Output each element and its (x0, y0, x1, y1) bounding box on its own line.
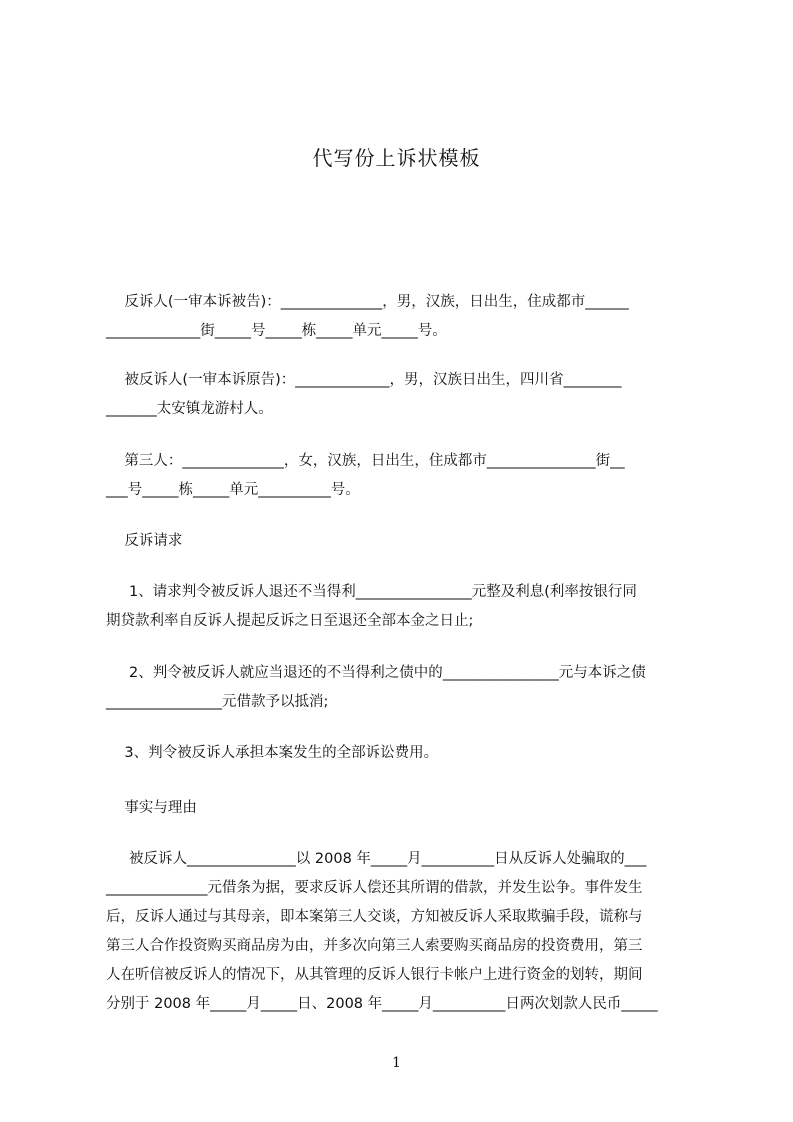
text-line: ________________元借款予以抵消; (106, 694, 329, 710)
paragraph-counter-defendant (106, 366, 706, 424)
text-line: ______________元借条为据，要求反诉人偿还其所谓的借款，并发生讼争。事件发生 (106, 880, 643, 896)
text-line: 被反诉人(一审本诉原告)：_____________，男，汉族日出生，四川省________ (106, 372, 622, 388)
text-line: 后，反诉人通过与其母亲，即本案第三人交谈，方知被反诉人采取欺骗手段，谎称与 (106, 909, 643, 925)
text-line: 第三人：______________，女，汉族，日出生，住成都市_______________街__ (106, 453, 625, 469)
text-line: 人在听信被反诉人的情况下，从其管理的反诉人银行卡帐户上进行资金的划转，期间 (106, 967, 643, 983)
text-line: 期贷款利率自反诉人提起反诉之日至退还全部本金之日止; (106, 613, 474, 629)
document-title: 代写份上诉状模板 (312, 146, 481, 170)
text-line: 分别于 2008 年_____月_____日、2008 年_____月__________日两次划款人民币_____ (106, 996, 658, 1012)
text-line: 反诉请求 (106, 533, 183, 549)
paragraph-claim-2 (106, 659, 706, 717)
text-line: 1、请求判令被反诉人退还不当得利________________元整及利息(利率按银行同 (106, 584, 637, 600)
text-line: 被反诉人_______________以 2008 年_____月__________日从反诉人处骗取的___ (106, 851, 647, 867)
text-line: 3、判令被反诉人承担本案发生的全部诉讼费用。 (106, 745, 439, 761)
text-line: 反诉人(一审本诉被告)：______________，男，汉族，日出生，住成都市______ (106, 294, 629, 310)
text-line: 第三人合作投资购买商品房为由，并多次向第三人索要购买商品房的投资费用，第三 (106, 938, 643, 954)
page-number: 1 (392, 1055, 401, 1071)
section-heading-facts (106, 794, 706, 823)
text-line: _______太安镇龙游村人。 (106, 401, 273, 417)
text-line: 事实与理由 (106, 800, 197, 816)
text-line: _____________街_____号_____栋_____单元_____号。 (106, 323, 447, 339)
paragraph-facts (106, 845, 706, 1019)
paragraph-claim-1 (106, 578, 706, 636)
text-line: 2、判令被反诉人就应当退还的不当得利之债中的________________元与本诉之债 (106, 665, 646, 681)
paragraph-counter-plaintiff (106, 288, 706, 346)
paragraph-third-party (106, 447, 706, 505)
paragraph-claim-3 (106, 739, 706, 768)
section-heading-claims (106, 527, 706, 556)
text-line: ___号_____栋_____单元__________号。 (106, 482, 360, 498)
